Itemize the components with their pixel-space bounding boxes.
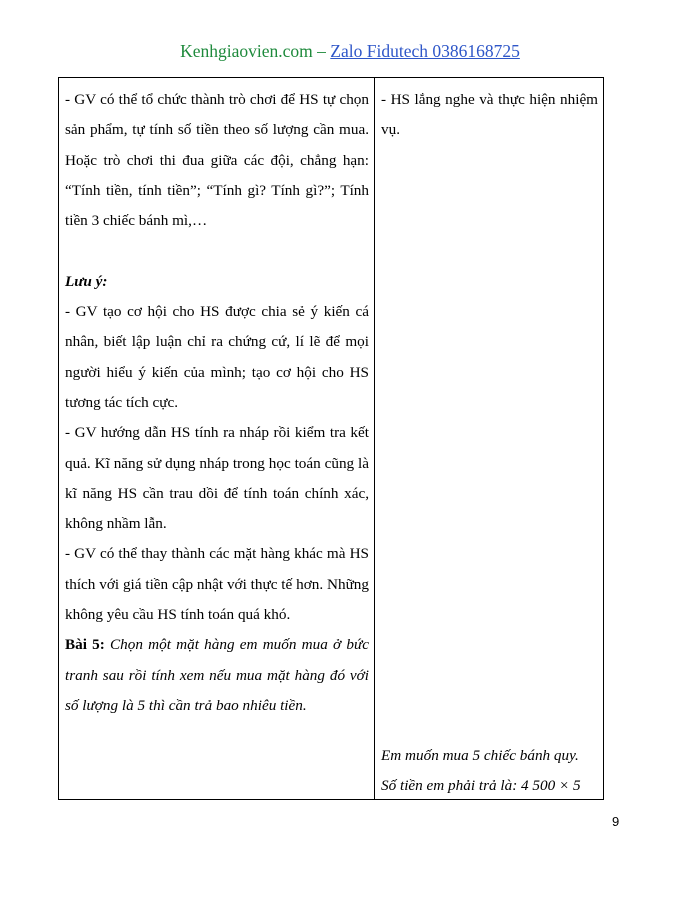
site-name: Kenhgiaovien.com — [180, 41, 313, 61]
answer-line: Số tiền em phải trả là: 4 500 × 5 — [381, 777, 581, 795]
column-divider — [374, 78, 375, 799]
student-response: - HS lắng nghe và thực hiện nhiệm vụ. — [381, 91, 598, 139]
teacher-activity-column — [65, 85, 369, 721]
blank-line — [65, 236, 369, 266]
exercise-paragraph — [65, 630, 369, 721]
page-number: 9 — [612, 814, 620, 829]
header-separator: – — [312, 41, 331, 61]
answer-line: Em muốn mua 5 chiếc bánh quy. — [381, 747, 579, 764]
note-item: - GV có thể thay thành các mặt hàng khác mà HS thích với giá tiền cập nhật với thực tế hơn. Những không yêu cầu HS tính toán quá khó. — [65, 545, 369, 624]
student-answer — [381, 741, 601, 802]
lesson-table — [58, 77, 604, 800]
exercise-label: Bài 5: — [65, 636, 105, 654]
intro-paragraph: - GV có thể tổ chức thành trò chơi để HS tự chọn sản phẩm, tự tính số tiền theo số lượng cần mua. Hoặc trò chơi thi đua giữa các đội, chẳng hạn: “Tính tiền, tính tiền”; “Tính gì? Tính gì?”; Tính tiền 3 chiếc bánh mì,… — [65, 91, 369, 230]
note-heading: Lưu ý: — [65, 272, 108, 290]
zalo-contact-link[interactable]: Zalo Fidutech 0386168725 — [330, 41, 520, 61]
page-header — [0, 41, 700, 61]
note-item: - GV tạo cơ hội cho HS được chia sẻ ý kiến cá nhân, biết lập luận chỉ ra chứng cứ, lí lẽ để mọi người hiểu ý kiến của mình; tạo cơ hội cho HS tương tác tích cực. — [65, 303, 369, 411]
exercise-text: Chọn một mặt hàng em muốn mua ở bức tranh sau rồi tính xem nếu mua mặt hàng đó với số lượng là 5 thì cần trả bao nhiêu tiền. — [65, 636, 369, 714]
note-item: - GV hướng dẫn HS tính ra nháp rồi kiểm tra kết quả. Kĩ năng sử dụng nháp trong học toán cũng là kĩ năng HS cần trau dồi để tính toán chính xác, không nhầm lẫn. — [65, 424, 369, 533]
student-activity-column — [381, 85, 598, 146]
